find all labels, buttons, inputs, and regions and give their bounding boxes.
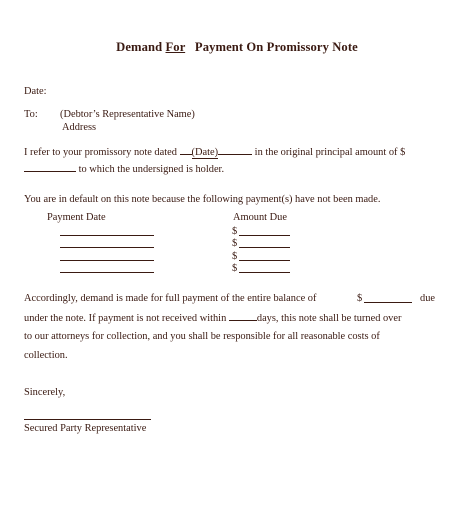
amount-due-header: Amount Due — [233, 212, 287, 223]
signature-title: Secured Party Representative — [24, 423, 147, 434]
currency-symbol-3: $ — [232, 251, 238, 262]
demand-line4: collection. — [24, 350, 68, 361]
note-date-placeholder[interactable]: (Date) — [191, 147, 219, 158]
title-part-for: For — [165, 40, 186, 54]
date-blank-prefix[interactable] — [180, 145, 192, 155]
recipient-address: Address — [62, 122, 97, 133]
demand-line2-text-a: under the note. If payment is not received within — [24, 313, 229, 324]
currency-symbol-1: $ — [232, 226, 238, 237]
title-part-demand: Demand — [116, 40, 166, 54]
date-blank-suffix[interactable] — [218, 145, 252, 155]
demand-line2 — [24, 311, 401, 325]
demand-line1-due: due — [420, 293, 436, 304]
amount-due-blank-3[interactable] — [239, 260, 290, 261]
demand-line2-text-b: days, this note shall be turned over — [256, 313, 402, 324]
amount-due-blank-4[interactable] — [239, 272, 290, 273]
closing-salutation: Sincerely, — [24, 387, 66, 398]
para1-text-b: in the original principal amount of $ — [252, 147, 406, 158]
payment-date-blank-3[interactable] — [60, 260, 154, 261]
demand-line3: to our attorneys for collection, and you shall be responsible for all reasonable costs of — [24, 331, 380, 342]
currency-symbol-2: $ — [232, 238, 238, 249]
balance-dollar-sign: $ — [357, 293, 363, 304]
paragraph-intro-line1 — [24, 145, 405, 159]
amount-due-blank-2[interactable] — [239, 247, 290, 248]
para1-text-a: I refer to your promissory note dated — [24, 147, 180, 158]
recipient-name: (Debtor’s Representative Name) — [60, 109, 195, 120]
paragraph-intro-line2 — [24, 162, 224, 176]
payment-date-header: Payment Date — [47, 212, 106, 223]
paragraph-default: You are in default on this note because the following payment(s) have not been made. — [24, 194, 381, 205]
payment-date-blank-2[interactable] — [60, 247, 154, 248]
para1-text-c: to which the undersigned is holder. — [76, 164, 225, 175]
date-label: Date: — [24, 86, 47, 97]
signature-line[interactable] — [24, 419, 151, 420]
amount-due-blank-1[interactable] — [239, 235, 290, 236]
document-title — [0, 40, 474, 56]
to-label: To: — [24, 109, 38, 120]
currency-symbol-4: $ — [232, 263, 238, 274]
payment-date-blank-1[interactable] — [60, 235, 154, 236]
principal-amount-blank[interactable] — [24, 162, 76, 172]
demand-line1-text: Accordingly, demand is made for full payment of the entire balance of — [24, 293, 317, 304]
balance-amount-blank[interactable] — [364, 302, 412, 303]
payment-date-blank-4[interactable] — [60, 272, 154, 273]
title-part-payment: Payment On Promissory Note — [185, 40, 358, 54]
days-blank[interactable] — [229, 311, 257, 321]
